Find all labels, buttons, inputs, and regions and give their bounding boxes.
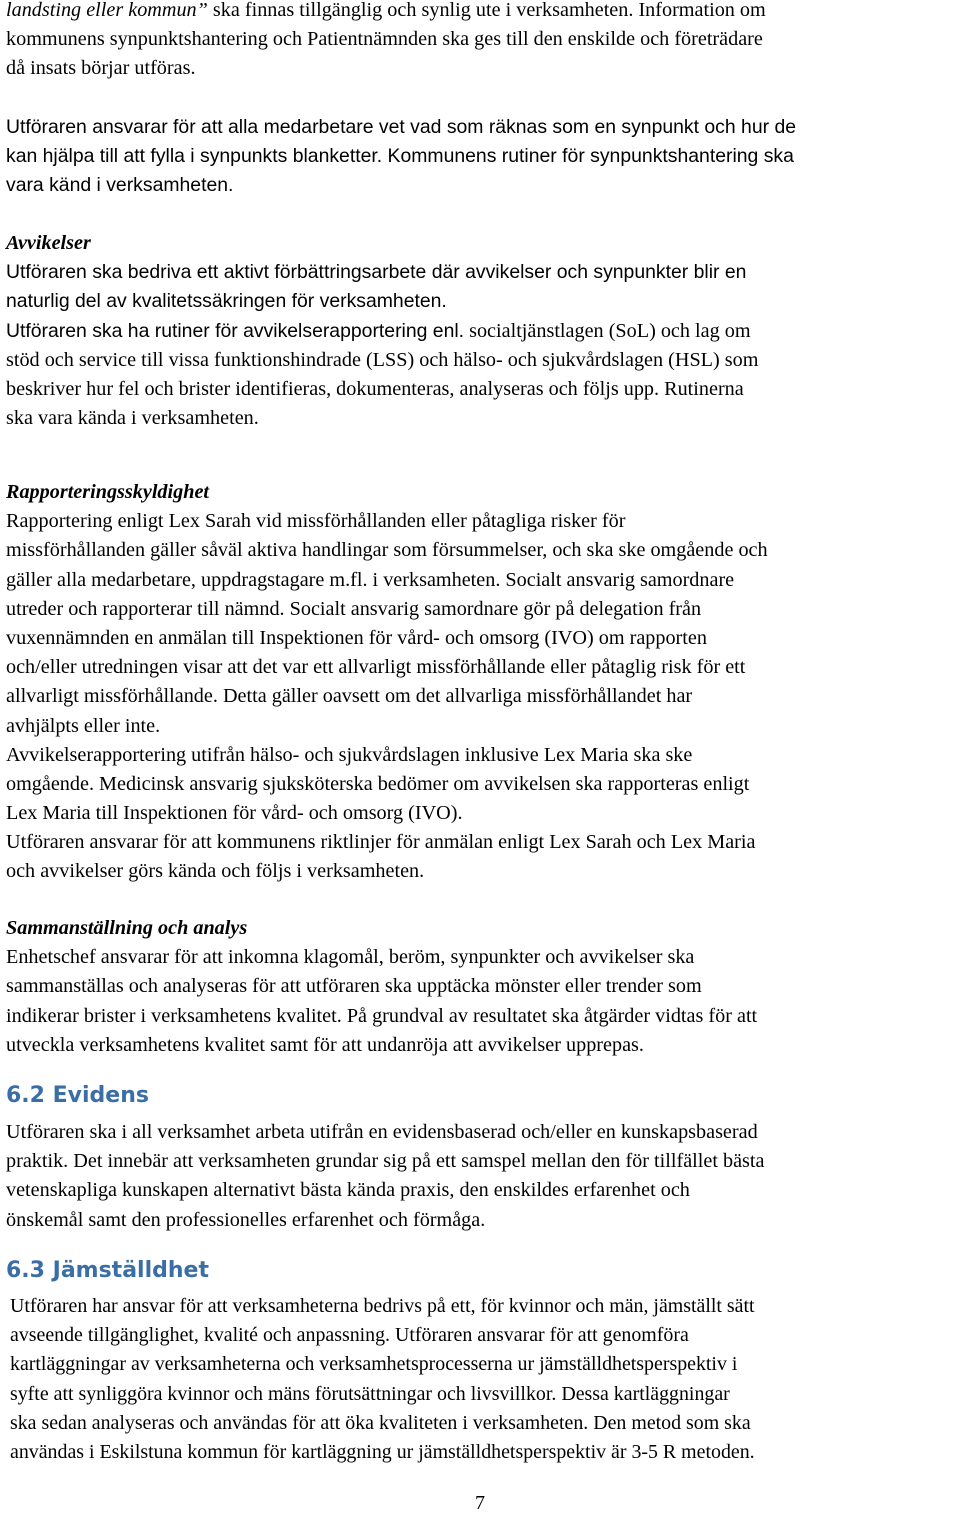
sammanstallning-line: sammanställas och analyseras för att utföraren ska upptäcka mönster eller trender som (6, 975, 702, 998)
evidens-paragraph (6, 1118, 958, 1235)
intro-line-3: då insats börjar utföras. (6, 57, 196, 80)
rapportering-line: omgående. Medicinsk ansvarig sjuksköterska bedömer om avvikelsen ska rapporteras enligt (6, 772, 750, 795)
avvikelser-line: ska vara kända i verksamheten. (6, 407, 259, 430)
utforaren-line: vara känd i verksamheten. (6, 174, 234, 197)
rapportering-line: Lex Maria till Inspektionen för vård- och omsorg (IVO). (6, 802, 463, 825)
evidens-line: önskemål samt den professionelles erfarenhet och förmåga. (6, 1208, 486, 1231)
avvikelser-line: beskriver hur fel och brister identifieras, dokumenteras, analyseras och följs upp. Rutinerna (6, 377, 744, 400)
intro-line-2: kommunens synpunktshantering och Patientnämnden ska ges till den enskilde och företrädare (6, 28, 763, 51)
intro-line-1-rest: ska finnas tillgänglig och synlig ute i verksamheten. Information om (207, 0, 766, 21)
rapportering-line: avhjälpts eller inte. (6, 714, 161, 737)
rapportering-line: missförhållanden gäller såväl aktiva handlingar som försummelser, och ska ske omgående och (6, 539, 768, 562)
evidens-heading: 6.2 Evidens (6, 1083, 149, 1108)
jamstalldhet-line: ska sedan analyseras och användas för att öka kvaliteten i verksamheten. Den metod som ska (10, 1411, 751, 1434)
evidens-line: praktik. Det innebär att verksamheten grundar sig på ett samspel mellan den för tillfället bästa (6, 1150, 765, 1173)
intro-line-1-italic: landsting eller kommun” (6, 0, 208, 21)
page-number: 7 (475, 1492, 485, 1514)
utforaren-paragraph (6, 113, 958, 201)
intro-paragraph (6, 0, 958, 84)
jamstalldhet-paragraph (10, 1292, 956, 1467)
sammanstallning-heading: Sammanställning och analys (6, 917, 248, 939)
jamstalldhet-line: avseende tillgänglighet, kvalité och anpassning. Utföraren ansvarar för att genomföra (10, 1324, 689, 1347)
rapportering-line: och avvikelser görs kända och följs i verksamheten. (6, 860, 425, 883)
avvikelser-line-3 (6, 317, 958, 346)
rapportering-section (6, 478, 958, 887)
avvikelser-section (6, 229, 958, 433)
rapportering-line: gäller alla medarbetare, uppdragstagare m.fl. i verksamheten. Socialt ansvarig samordnare (6, 568, 735, 591)
evidens-line: vetenskapliga kunskapen alternativt bästa kända praxis, den enskildes erfarenhet och (6, 1179, 690, 1202)
avvikelser-line-3-sans: Utföraren ska ha rutiner för avvikelserapportering enl. (6, 319, 465, 342)
intro-line-1 (6, 0, 958, 25)
avvikelser-line: stöd och service till vissa funktionshindrade (LSS) och hälso- och sjukvårdslagen (HSL) som (6, 348, 759, 371)
rapportering-heading: Rapporteringsskyldighet (6, 481, 210, 503)
utforaren-line: Utföraren ansvarar för att alla medarbetare vet vad som räknas som en synpunkt och hur de (6, 116, 797, 138)
sammanstallning-line: indikerar brister i verksamhetens kvalitet. På grundval av resultatet ska åtgärder vidtas för att (6, 1004, 758, 1027)
utforaren-line: kan hjälpa till att fylla i synpunkts blanketter. Kommunens rutiner för synpunktshantering ska (6, 145, 794, 168)
sammanstallning-line: Enhetschef ansvarar för att inkomna klagomål, beröm, synpunkter och avvikelser ska (6, 946, 695, 969)
avvikelser-line: Utföraren ska bedriva ett aktivt förbättringsarbete där avvikelser och synpunkter blir en (6, 261, 747, 284)
rapportering-line: vuxennämnden en anmälan till Inspektionen för vård- och omsorg (IVO) om rapporten (6, 626, 707, 649)
sammanstallning-line: utveckla verksamhetens kvalitet samt för att undanröja att avvikelser upprepas. (6, 1033, 644, 1056)
avvikelser-heading: Avvikelser (6, 232, 91, 254)
avvikelser-line-3-serif: socialtjänstlagen (SoL) och lag om (464, 319, 751, 342)
rapportering-line: Avvikelserapportering utifrån hälso- och sjukvårdslagen inklusive Lex Maria ska ske (6, 743, 693, 766)
jamstalldhet-line: kartläggningar av verksamheterna och verksamhetsprocesserna ur jämställdhetsperspektiv i (10, 1353, 738, 1376)
jamstalldhet-line: syfte att synliggöra kvinnor och mäns förutsättningar och livsvillkor. Dessa kartläggningar (10, 1382, 730, 1405)
jamstalldhet-line: Utföraren har ansvar för att verksamheterna bedrivs på ett, för kvinnor och män, jämställt sätt (10, 1295, 755, 1317)
rapportering-line: utreder och rapporterar till nämnd. Socialt ansvarig samordnare gör på delegation från (6, 597, 702, 620)
rapportering-line: och/eller utredningen visar att det var ett allvarligt missförhållande eller påtaglig risk för ett (6, 656, 746, 679)
rapportering-line: Utföraren ansvarar för att kommunens riktlinjer för anmälan enligt Lex Sarah och Lex Maria (6, 831, 756, 854)
jamstalldhet-heading: 6.3 Jämställdhet (6, 1258, 209, 1283)
sammanstallning-section (6, 914, 958, 1060)
avvikelser-line: naturlig del av kvalitetssäkringen för verksamheten. (6, 290, 447, 313)
evidens-line: Utföraren ska i all verksamhet arbeta utifrån en evidensbaserad och/eller en kunskapsbaserad (6, 1121, 758, 1143)
jamstalldhet-line: användas i Eskilstuna kommun för kartläggning ur jämställdhetsperspektiv är 3-5 R metoden. (10, 1440, 755, 1463)
rapportering-line: allvarligt missförhållande. Detta gäller oavsett om det allvarliga missförhållandet har (6, 685, 693, 708)
rapportering-line: Rapportering enligt Lex Sarah vid missförhållanden eller påtagliga risker för (6, 510, 626, 533)
